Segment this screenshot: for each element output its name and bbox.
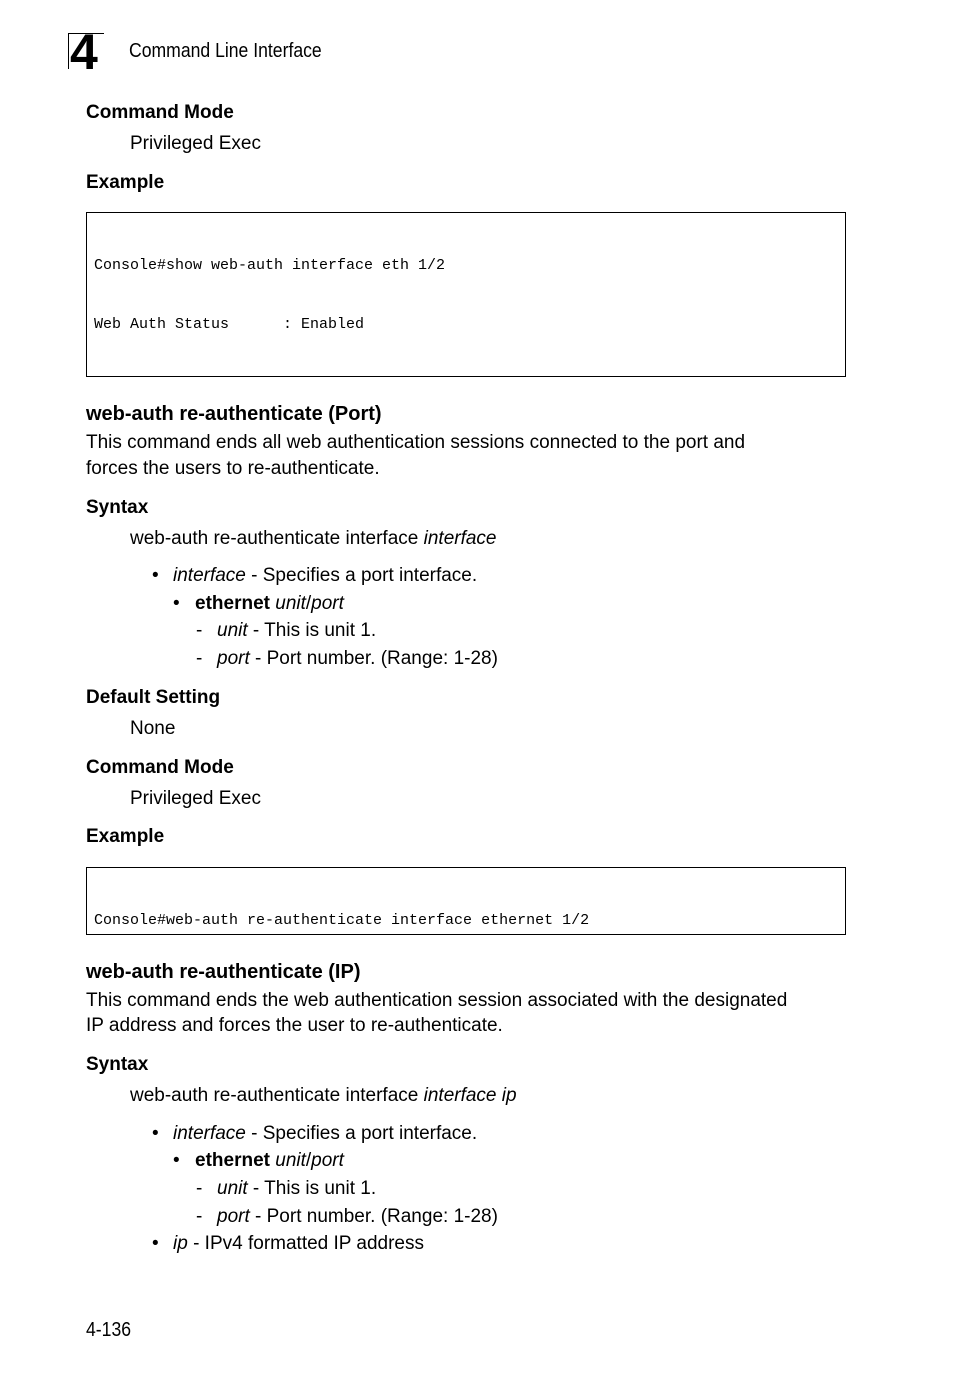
param-desc: - IPv4 formatted IP address bbox=[187, 1233, 424, 1254]
example-heading: Example bbox=[86, 172, 165, 193]
syntax-heading: Syntax bbox=[86, 1054, 149, 1075]
param-desc: - Port number. (Range: 1-28) bbox=[249, 648, 498, 669]
code-line bbox=[94, 373, 838, 377]
slash: / bbox=[305, 593, 312, 614]
description-line: IP address and forces the user to re-authenticate. bbox=[86, 1015, 503, 1036]
param-desc: - Specifies a port interface. bbox=[245, 1123, 478, 1144]
param-name: ip bbox=[173, 1233, 188, 1254]
syntax-parameter: interface ip bbox=[423, 1085, 517, 1106]
command-mode-heading: Command Mode bbox=[86, 102, 234, 123]
code-example-reauth-port bbox=[86, 867, 846, 935]
bullet-item bbox=[152, 1121, 159, 1147]
description-line: forces the users to re-authenticate. bbox=[86, 458, 380, 479]
param-desc: - Port number. (Range: 1-28) bbox=[249, 1206, 498, 1227]
param-name: port bbox=[217, 648, 250, 669]
keyword: ethernet bbox=[195, 1150, 270, 1171]
page-number: 4-136 bbox=[86, 1319, 132, 1341]
bullet-icon: • bbox=[173, 593, 180, 614]
dash-item bbox=[217, 1176, 376, 1202]
dash-item bbox=[217, 618, 376, 644]
syntax-command: web-auth re-authenticate interface bbox=[130, 1085, 424, 1106]
param-port: port bbox=[311, 593, 344, 614]
bullet-icon: • bbox=[173, 1150, 180, 1171]
command-mode-value: Privileged Exec bbox=[130, 133, 261, 154]
bullet-icon: • bbox=[152, 1123, 159, 1144]
code-example-show-web-auth bbox=[86, 212, 846, 377]
syntax-line bbox=[130, 1083, 517, 1109]
dash-marker: - bbox=[196, 1206, 203, 1227]
bullet-text bbox=[173, 563, 477, 589]
bullet-icon: • bbox=[152, 565, 159, 586]
bullet-item bbox=[173, 1148, 180, 1174]
bullet-text bbox=[195, 591, 344, 617]
param-desc: - This is unit 1. bbox=[247, 1178, 377, 1199]
param-name: interface bbox=[173, 565, 246, 586]
param-name: port bbox=[217, 1206, 250, 1227]
syntax-line bbox=[130, 526, 497, 552]
param-name: unit bbox=[217, 1178, 248, 1199]
chapter-number: 4 bbox=[70, 24, 97, 80]
code-line: Web Auth Status : Enabled bbox=[94, 315, 365, 333]
bullet-icon: • bbox=[152, 1233, 159, 1254]
param-name: interface bbox=[173, 1123, 246, 1144]
running-header-title: Command Line Interface bbox=[129, 40, 322, 62]
description-line: This command ends all web authentication sessions connected to the port and bbox=[86, 432, 746, 453]
slash: / bbox=[305, 1150, 312, 1171]
keyword: ethernet bbox=[195, 593, 270, 614]
dash-marker: - bbox=[196, 648, 203, 669]
syntax-command: web-auth re-authenticate interface bbox=[130, 528, 424, 549]
param-port: port bbox=[311, 1150, 344, 1171]
default-setting-value: None bbox=[130, 718, 176, 739]
section-title-port: web-auth re-authenticate (Port) bbox=[86, 403, 382, 425]
bullet-item bbox=[152, 1231, 159, 1257]
param-unit: unit bbox=[275, 593, 306, 614]
param-desc: - Specifies a port interface. bbox=[245, 565, 478, 586]
syntax-parameter: interface bbox=[423, 528, 497, 549]
dash-marker: - bbox=[196, 1178, 203, 1199]
param-desc: - This is unit 1. bbox=[247, 620, 377, 641]
bullet-text bbox=[173, 1121, 477, 1147]
bullet-item bbox=[173, 591, 180, 617]
param-name: unit bbox=[217, 620, 248, 641]
dash-item bbox=[217, 646, 498, 672]
dash-marker: - bbox=[196, 620, 203, 641]
code-line: Console#web-auth re-authenticate interface ethernet 1/2 bbox=[94, 912, 590, 929]
example-heading: Example bbox=[86, 826, 165, 847]
param-unit: unit bbox=[275, 1150, 306, 1171]
dash-item bbox=[217, 1204, 498, 1230]
command-mode-heading: Command Mode bbox=[86, 757, 234, 778]
command-mode-value: Privileged Exec bbox=[130, 788, 261, 809]
bullet-text bbox=[195, 1148, 344, 1174]
code-line: Console#show web-auth interface eth 1/2 bbox=[94, 257, 446, 274]
syntax-heading: Syntax bbox=[86, 497, 149, 518]
bullet-item bbox=[152, 563, 159, 589]
default-setting-heading: Default Setting bbox=[86, 687, 221, 708]
bullet-text bbox=[173, 1231, 424, 1257]
description-line: This command ends the web authentication session associated with the designated bbox=[86, 990, 788, 1011]
section-title-ip: web-auth re-authenticate (IP) bbox=[86, 961, 361, 983]
